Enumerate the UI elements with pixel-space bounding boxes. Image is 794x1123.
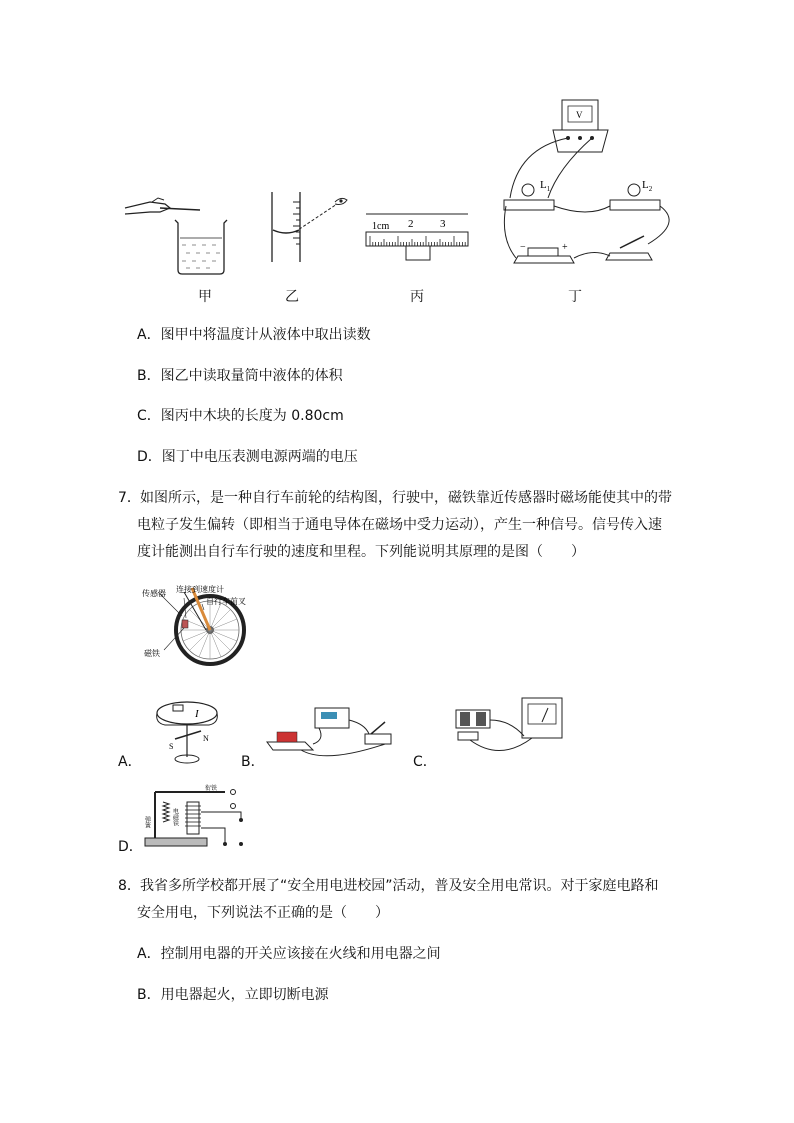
label-s: S: [169, 742, 174, 751]
label-armature: 衔铁: [205, 785, 218, 792]
battery-minus: −: [520, 242, 526, 253]
q8-option-a[interactable]: A．控制用电器的开关应该接在火线和用电器之间: [137, 946, 441, 962]
caption-yi: 乙: [285, 289, 299, 305]
caption-ding: 丁: [568, 289, 582, 305]
figure-yi: [265, 190, 355, 270]
lamp-l2-label: $L_2$: [642, 179, 653, 193]
label-to-speedometer: 连接到速度计: [176, 585, 224, 594]
label-front-fork: 自行车前叉: [206, 597, 246, 606]
q7-stem-line-3: 度计能测出自行车行驶的速度和里程。下列能说明其原理的是图（ ）: [137, 544, 585, 560]
ruler-label-1cm: 1cm: [372, 221, 390, 232]
q7-option-c-label[interactable]: C．: [413, 754, 437, 770]
figure-bicycle-wheel: [140, 582, 250, 668]
q8-number: 8．: [118, 878, 141, 894]
ruler-label-3: 3: [440, 218, 446, 230]
q7-option-a-figure[interactable]: [145, 695, 230, 767]
caption-jia: 甲: [198, 289, 212, 305]
label-magnet: 磁铁: [144, 649, 160, 658]
figure-ding: [498, 98, 688, 268]
q8-stem-line-2: 安全用电，下列说法不正确的是（ ）: [137, 905, 389, 921]
q7-option-d-figure[interactable]: [145, 782, 250, 852]
label-sensor: 传感器: [142, 589, 166, 598]
figure-bing: [362, 210, 472, 265]
q7-number: 7．: [118, 490, 141, 506]
q7-option-b-label[interactable]: B．: [241, 754, 265, 770]
label-current-i: I: [195, 708, 199, 720]
q6-option-a[interactable]: A．图甲中将温度计从液体中取出读数: [137, 327, 371, 343]
q7-option-b-figure[interactable]: [265, 700, 405, 765]
label-electromagnet: 电磁铁: [171, 808, 179, 826]
voltmeter-label: V: [576, 110, 583, 120]
battery-plus: +: [562, 242, 568, 253]
q7-stem-line-2: 电粒子发生偏转（即相当于通电导体在磁场中受力运动），产生一种信号。信号传入速: [137, 517, 662, 533]
ruler-label-2: 2: [408, 218, 414, 230]
figure-jia: [120, 190, 240, 280]
caption-bing: 丙: [410, 289, 424, 305]
q8-stem-line-1: 我省多所学校都开展了“安全用电进校园”活动，普及安全用电常识。对于家庭电路和: [140, 878, 659, 894]
q7-stem-line-1: 如图所示，是一种自行车前轮的结构图，行驶中，磁铁靠近传感器时磁场能使其中的带: [140, 490, 672, 506]
q8-option-b[interactable]: B．用电器起火，立即切断电源: [137, 987, 329, 1003]
q6-option-c[interactable]: C．图丙中木块的长度为 0.80cm: [137, 408, 344, 424]
label-n: N: [203, 734, 209, 743]
q6-option-b[interactable]: B．图乙中读取量筒中液体的体积: [137, 368, 343, 384]
q7-option-c-figure[interactable]: [440, 690, 575, 765]
q7-option-a-label[interactable]: A．: [118, 754, 142, 770]
q7-option-d-label[interactable]: D．: [118, 839, 143, 855]
lamp-l1-label: $L_1$: [540, 179, 551, 193]
q6-option-d[interactable]: D．图丁中电压表测电源两端的电压: [137, 449, 358, 465]
label-spring: 弹簧: [143, 816, 151, 828]
